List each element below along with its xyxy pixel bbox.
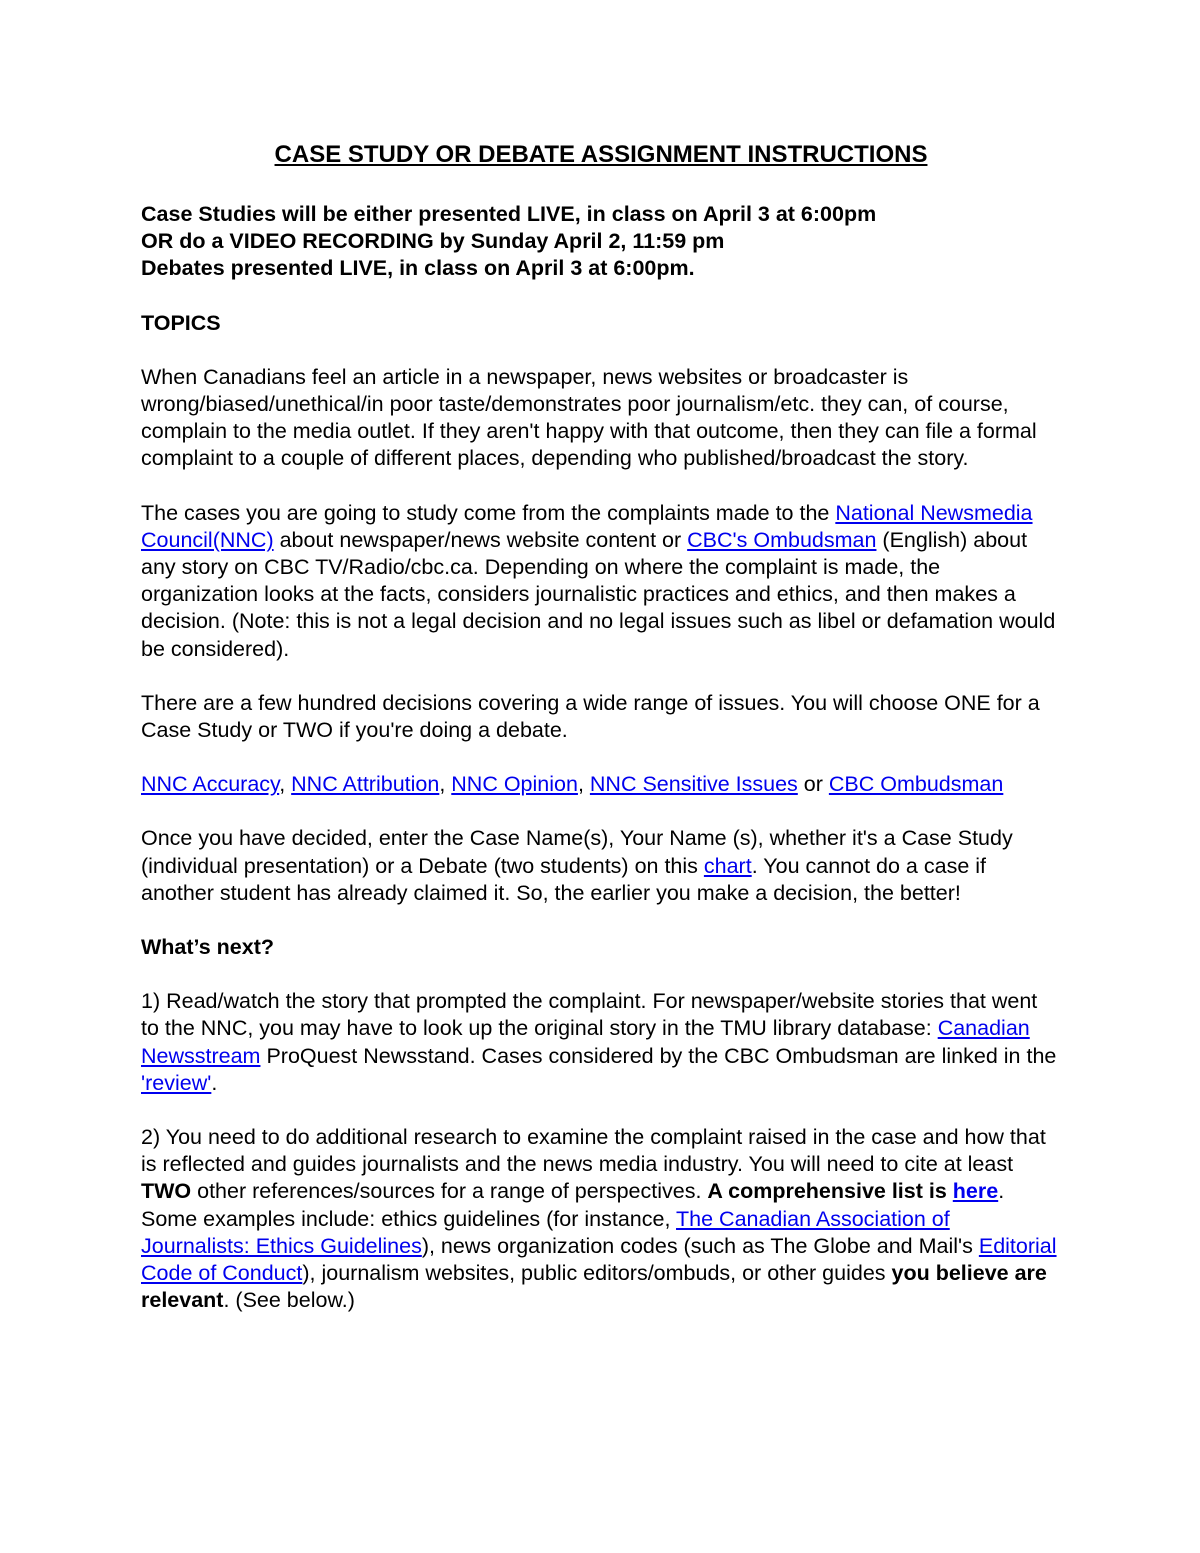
step2-bold-two: TWO bbox=[141, 1179, 192, 1204]
editorial-code-link[interactable]: Editorial Code of Conduct bbox=[141, 1233, 1057, 1286]
nnc-sensitive-issues-link[interactable]: NNC Sensitive Issues bbox=[589, 772, 798, 797]
p2-text-2: about newspaper/news website content or bbox=[273, 527, 688, 552]
step2-text-4: ), news organization codes (such as The Globe and Mail's bbox=[421, 1233, 979, 1258]
step1-text-2: ProQuest Newsstand. Cases considered by the CBC Ombudsman are linked in the bbox=[260, 1043, 1057, 1068]
intro-line-2: OR do a VIDEO RECORDING by Sunday April 2, 11:59 pm bbox=[141, 229, 725, 254]
step2-text-5: ), journalism websites, public editors/ombuds, or other guides bbox=[302, 1261, 892, 1286]
nnc-opinion-link[interactable]: NNC Opinion bbox=[451, 772, 578, 797]
comprehensive-list-link[interactable]: here bbox=[952, 1179, 999, 1204]
intro-line-1: Case Studies will be either presented LIVE, in class on April 3 at 6:00pm bbox=[141, 202, 877, 226]
separator: , bbox=[279, 772, 292, 797]
separator: or bbox=[797, 772, 829, 797]
document-title: CASE STUDY OR DEBATE ASSIGNMENT INSTRUCTIONS bbox=[274, 141, 928, 168]
step1-text-3: . bbox=[211, 1070, 218, 1095]
step1-text-1: 1) Read/watch the story that prompted the complaint. For newspaper/website stories that went to the NNC, you may have to look up the original story in the TMU library database: bbox=[141, 989, 1038, 1041]
cbc-ombudsman-link[interactable]: CBC's Ombudsman bbox=[687, 527, 877, 552]
p4-text-2: . You cannot do a case if another student has already claimed it. So, the earlier you make a decision, the better! bbox=[141, 853, 986, 905]
paragraph-decide bbox=[141, 825, 1061, 907]
step-1 bbox=[141, 988, 1061, 1097]
canadian-newsstream-link[interactable]: Canadian Newsstream bbox=[141, 1016, 1030, 1068]
paragraph-decisions: There are a few hundred decisions covering a wide range of issues. You will choose ONE for a Case Study or TWO if you're doing a debate. bbox=[141, 690, 1040, 743]
caj-ethics-link[interactable]: The Canadian Association of Journalists: Ethics Guidelines bbox=[141, 1206, 950, 1258]
intro-line-3: Debates presented LIVE, in class on April 3 at 6:00pm. bbox=[141, 256, 695, 281]
whats-next-heading: What’s next? bbox=[141, 935, 274, 960]
step2-text-2: other references/sources for a range of perspectives. bbox=[191, 1179, 708, 1204]
paragraph-complaints: When Canadians feel an article in a newspaper, news websites or broadcaster is wrong/biased/unethical/in poor taste/demonstrates poor journalism/etc. they can, of course, complain to the media outlet. If they aren't happy with that outcome, then they can file a formal complaint to a couple of different places, depending who published/broadcast the story. bbox=[141, 364, 1037, 471]
paragraph-cases bbox=[141, 500, 1061, 663]
topics-heading: TOPICS bbox=[141, 310, 221, 335]
p4-text-1: Once you have decided, enter the Case Name(s), Your Name (s), whether it's a Case Study (individual presentation) or a Debate (two students) on this bbox=[141, 826, 1013, 878]
review-link[interactable]: 'review' bbox=[141, 1070, 212, 1095]
step-2 bbox=[141, 1124, 1061, 1314]
cbc-ombudsman-category-link[interactable]: CBC Ombudsman bbox=[828, 772, 1004, 797]
intro-schedule bbox=[141, 201, 1061, 283]
document-page bbox=[141, 140, 1061, 1315]
step2-text-3: . Some examples include: ethics guidelines (for instance, bbox=[141, 1179, 1005, 1231]
step2-text-1: 2) You need to do additional research to examine the complaint raised in the case and how that is reflected and guides journalists and the news media industry. You will need to cite at least bbox=[141, 1125, 1046, 1177]
step2-bold-list: A comprehensive list is bbox=[707, 1179, 953, 1204]
separator: , bbox=[577, 772, 590, 797]
separator: , bbox=[439, 772, 452, 797]
nnc-attribution-link[interactable]: NNC Attribution bbox=[291, 772, 440, 797]
step2-text-6: . (See below.) bbox=[223, 1288, 355, 1313]
nnc-link[interactable]: National Newsmedia Council(NNC) bbox=[141, 500, 1033, 552]
p2-text-3: (English) about any story on CBC TV/Radio/cbc.ca. Depending on where the complaint is made, the organization looks at the facts, considers journalistic practices and ethics, and then makes a decision. (Note: this is not a legal decision and no legal issues such as libel or defamation would be considered). bbox=[141, 527, 1056, 661]
category-links bbox=[141, 771, 1061, 798]
chart-link[interactable]: chart bbox=[703, 853, 752, 878]
step2-bold-relevant: you believe are relevant bbox=[141, 1261, 1047, 1313]
nnc-accuracy-link[interactable]: NNC Accuracy bbox=[141, 772, 280, 797]
p2-text-1: The cases you are going to study come from the complaints made to the bbox=[141, 500, 836, 525]
